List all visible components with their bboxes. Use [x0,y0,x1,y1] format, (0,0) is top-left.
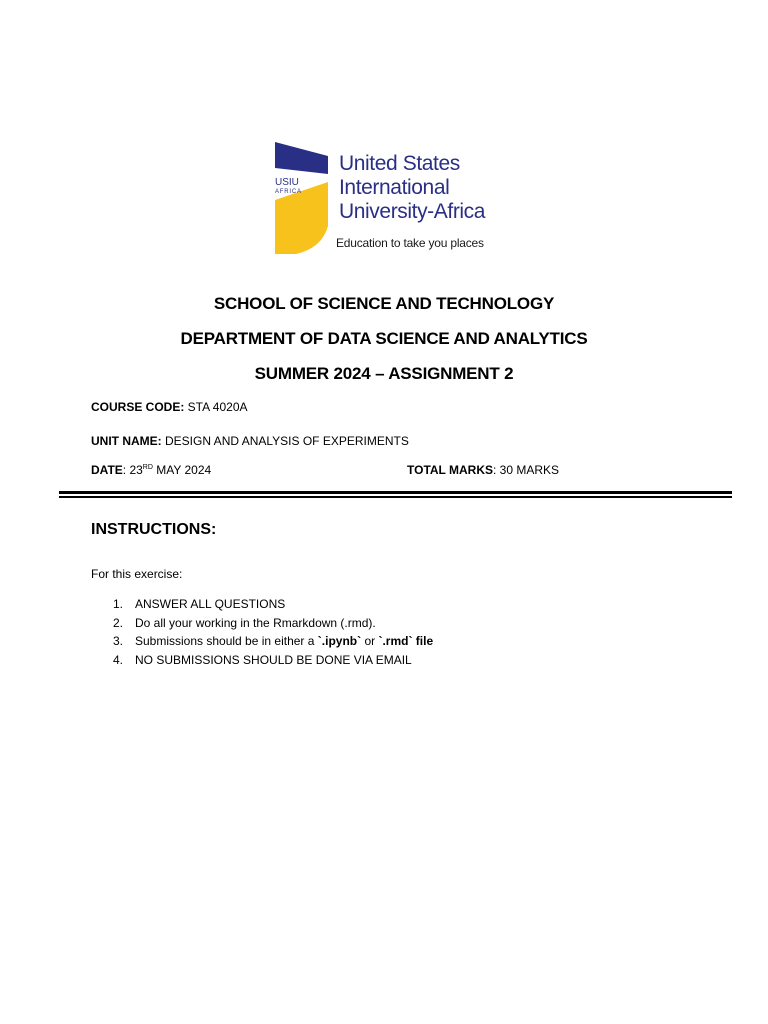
logo-mark-subtext: AFRICA [275,189,302,195]
document-headings [0,286,768,391]
list-item-number: 4. [113,653,124,668]
unit-name-label: UNIT NAME: [91,434,162,448]
logo-name-line-2: International [339,176,450,199]
logo-mark-icon [272,140,332,256]
logo-tagline: Education to take you places [336,236,484,250]
date-day: : 23 [122,463,143,477]
instructions-list [113,595,433,670]
list-item [113,614,433,633]
university-logo [272,140,512,258]
date-rest: MAY 2024 [152,463,212,477]
list-item-text: Submissions should be in either a [135,634,318,649]
department-heading: DEPARTMENT OF DATA SCIENCE AND ANALYTICS [180,329,588,348]
instructions-intro: For this exercise: [91,567,183,581]
list-item-number: 1. [113,597,124,611]
unit-name-line [91,434,409,448]
total-marks-line [407,463,559,477]
list-item-text: ANSWER ALL QUESTIONS [135,597,286,611]
school-heading: SCHOOL OF SCIENCE AND TECHNOLOGY [213,294,555,313]
total-marks-label: TOTAL MARKS [407,463,493,477]
list-item-bold-ipynb: `.ipynb` [317,634,362,649]
list-item-mid: or [361,634,379,649]
date-label: DATE [91,463,123,477]
date-ordinal: RD [142,464,153,471]
logo-name-line-3: University-Africa [339,200,486,223]
assignment-heading: SUMMER 2024 – ASSIGNMENT 2 [254,364,514,383]
course-code-line [91,400,248,414]
list-item [113,595,433,614]
instructions-title: INSTRUCTIONS: [91,521,217,538]
logo-wordmark [339,152,485,224]
list-item-text: Do all your working in the Rmarkdown (.rmd). [135,615,376,630]
list-item [113,632,433,651]
total-marks-value: : 30 MARKS [493,463,560,477]
section-divider [59,491,732,498]
course-code-value: STA 4020A [184,400,248,414]
list-item-number: 2. [113,615,124,630]
course-code-label: COURSE CODE: [91,400,185,414]
list-item [113,651,433,670]
logo-name-line-1: United States [339,152,460,175]
list-item-number: 3. [113,634,124,649]
list-item-bold-rmd: `.rmd` file [378,634,434,649]
date-line [91,463,211,477]
list-item-text: NO SUBMISSIONS SHOULD BE DONE VIA EMAIL [135,653,412,668]
logo-mark-text: USIU [275,177,299,188]
unit-name-value: DESIGN AND ANALYSIS OF EXPERIMENTS [161,434,409,448]
